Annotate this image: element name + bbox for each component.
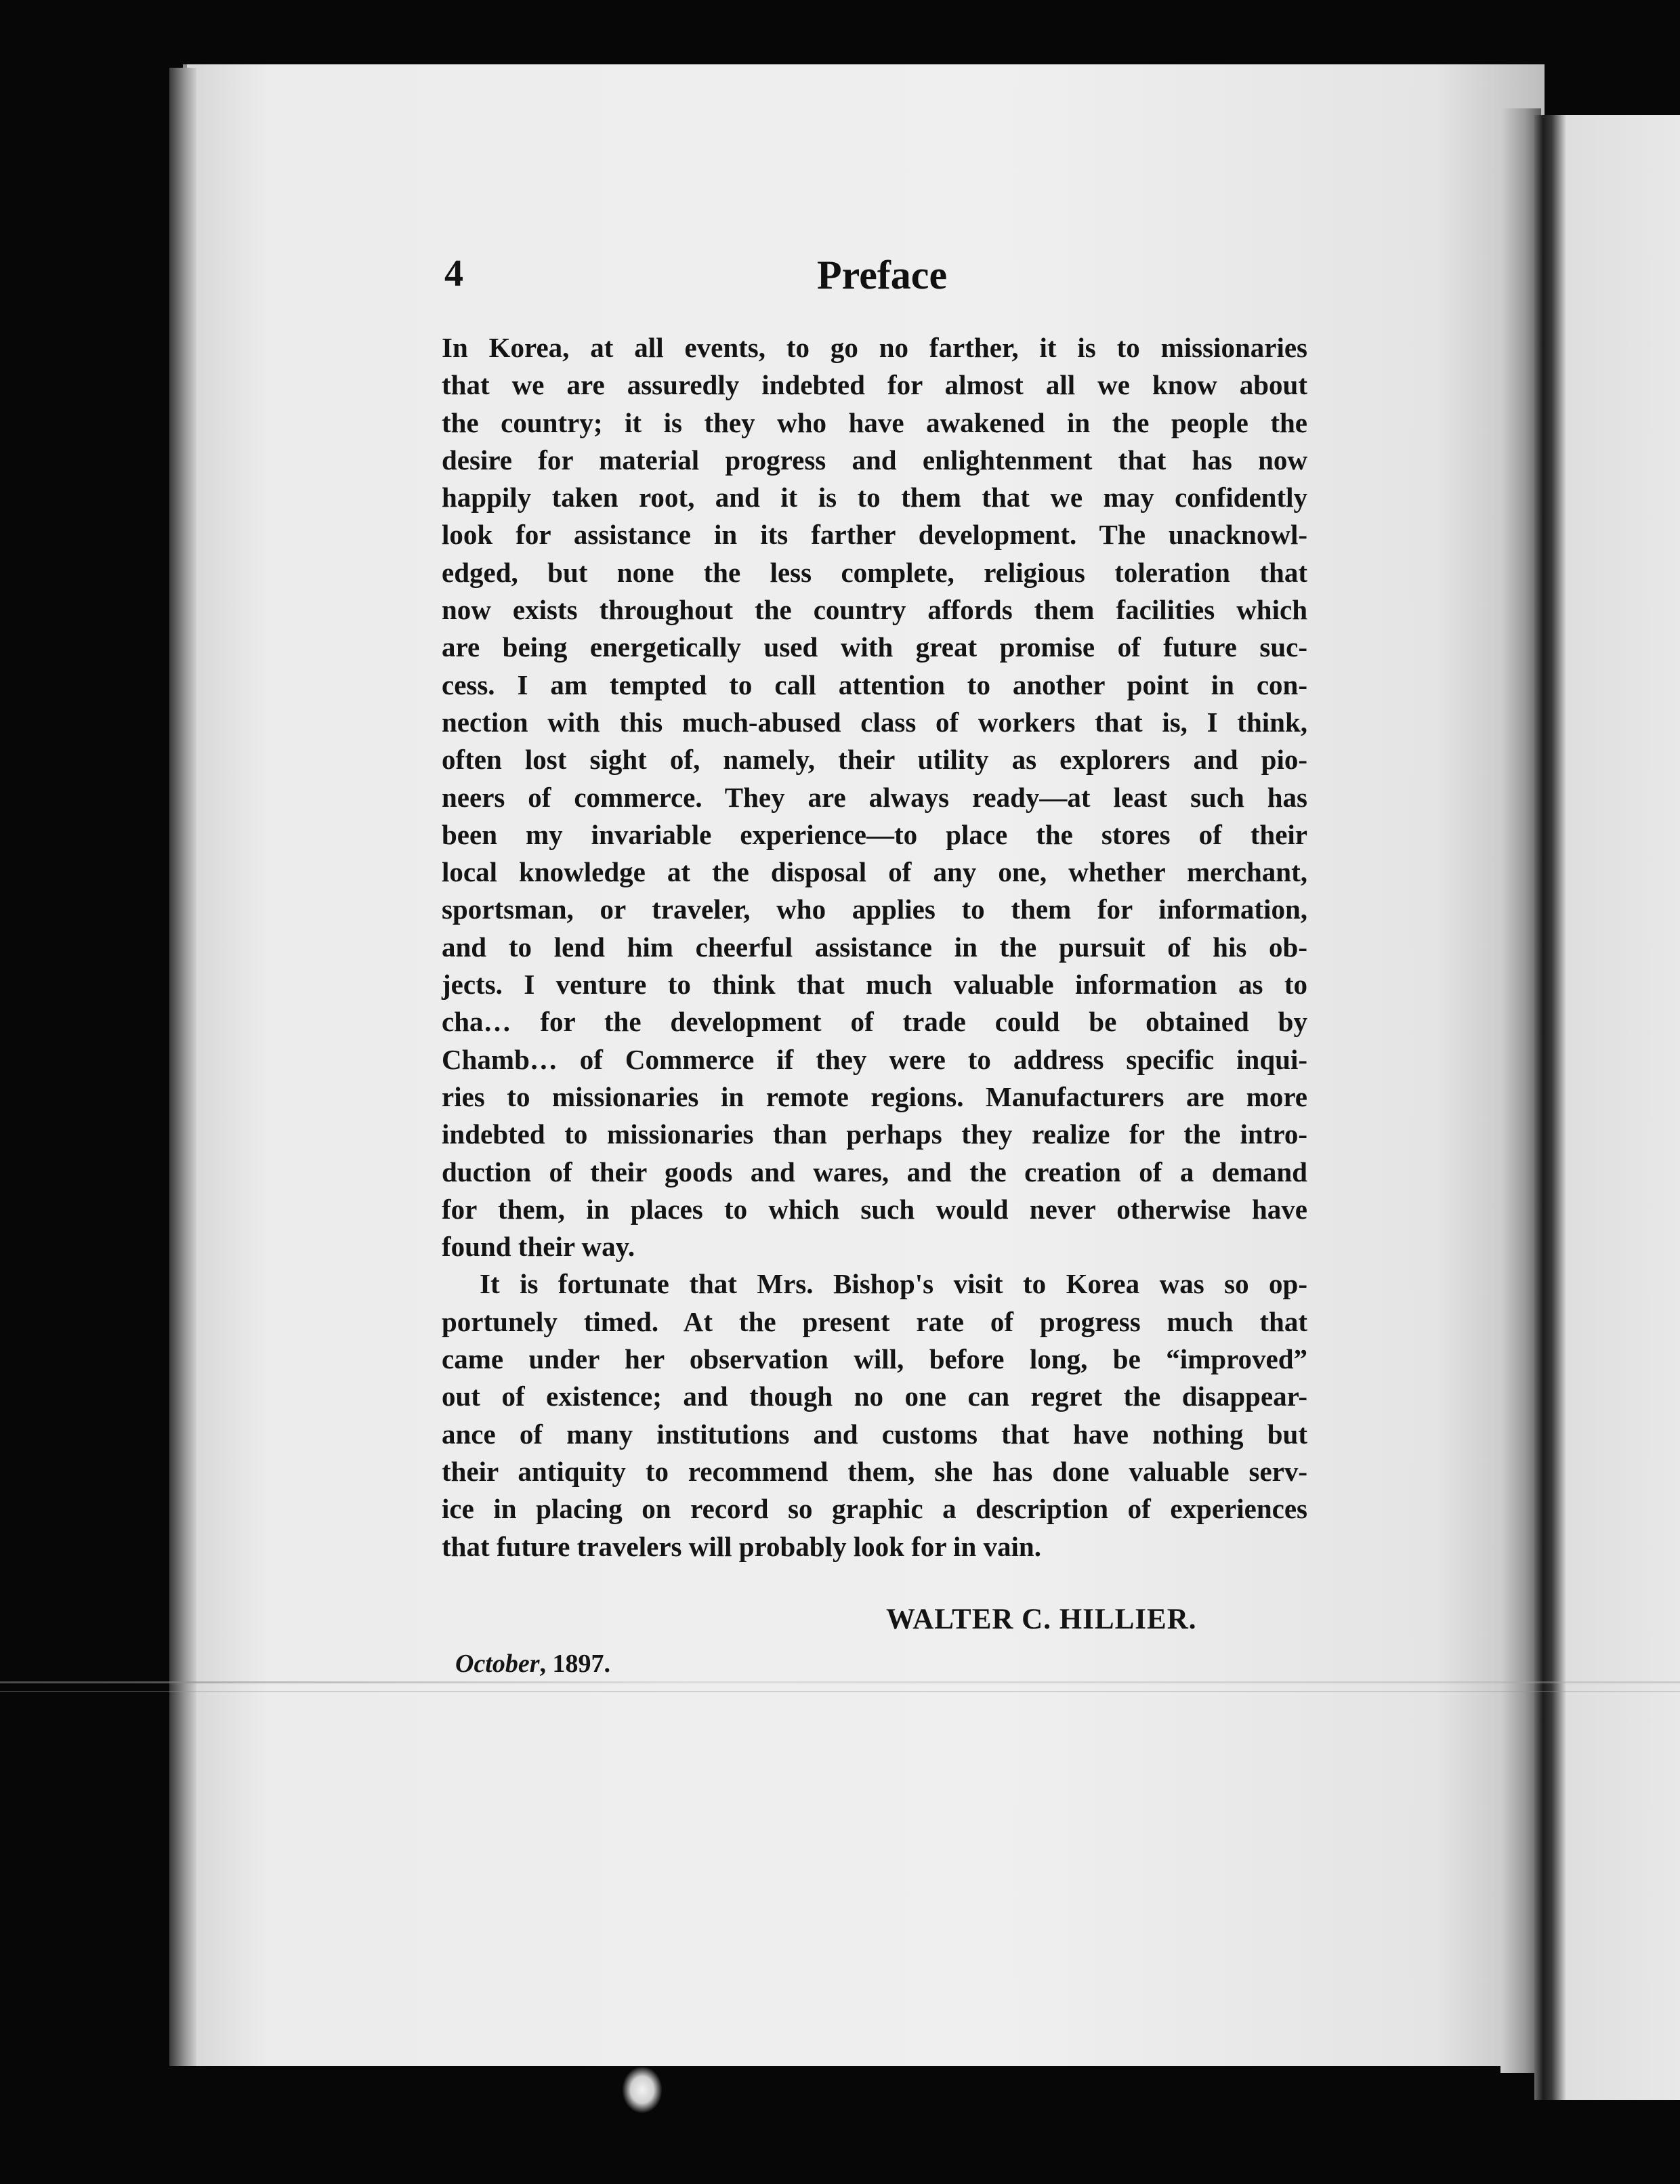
text-line: ries to missionaries in remote regions. Manufacturers are more: [442, 1080, 1307, 1112]
text-line: for them, in places to which such would never otherwise have: [442, 1193, 1307, 1225]
text-line: ance of many institutions and customs that have nothing but: [442, 1418, 1307, 1450]
text-line: happily taken root, and it is to them that we may confidently: [442, 482, 1307, 513]
text-line: desire for material progress and enlightenment that has now: [442, 444, 1307, 476]
scan-smudge: [622, 2066, 663, 2114]
author-signature: WALTER C. HILLIER.: [886, 1603, 1197, 1635]
paragraph-1: [442, 329, 1307, 1265]
scan-artifact-line: [0, 1681, 1680, 1683]
text-line: ice in placing on record so graphic a description of experiences: [442, 1493, 1307, 1525]
running-head: Preface: [817, 253, 948, 297]
text-line: Chamb… of Commerce if they were to address specific inqui-: [442, 1043, 1307, 1075]
text-line: their antiquity to recommend them, she has done valuable serv-: [442, 1455, 1307, 1487]
dateline: [455, 1649, 610, 1679]
text-line: duction of their goods and wares, and the creation of a demand: [442, 1156, 1307, 1188]
text-line: indebted to missionaries than perhaps they realize for the intro-: [442, 1118, 1307, 1150]
dateline-year: , 1897.: [539, 1650, 611, 1678]
body-text: [442, 329, 1307, 1566]
text-line: been my invariable experience—to place the stores of their: [442, 818, 1307, 850]
dateline-month: October: [455, 1650, 540, 1678]
text-line: now exists throughout the country affords them facilities which: [442, 594, 1307, 626]
text-line: came under her observation will, before long, be “improved”: [442, 1343, 1307, 1375]
text-line: and to lend him cheerful assistance in the pursuit of his ob-: [442, 931, 1307, 963]
text-line: cess. I am tempted to call attention to another point in con-: [442, 669, 1307, 700]
text-line: local knowledge at the disposal of any one, whether merchant,: [442, 856, 1307, 888]
text-line: neers of commerce. They are always ready—at least such has: [442, 781, 1307, 813]
text-line: sportsman, or traveler, who applies to them for information,: [442, 894, 1307, 925]
text-line: are being energetically used with great promise of future suc-: [442, 631, 1307, 663]
text-line: that future travelers will probably look for in vain.: [442, 1530, 1041, 1562]
text-line: the country; it is they who have awakened in the people the: [442, 406, 1307, 438]
text-line: portunely timed. At the present rate of progress much that: [442, 1305, 1307, 1337]
text-line: edged, but none the less complete, religious toleration that: [442, 556, 1307, 588]
page-header: [444, 252, 1291, 306]
text-line: It is fortunate that Mrs. Bishop's visit to Korea was so op-: [480, 1268, 1307, 1300]
text-line: often lost sight of, namely, their utility as explorers and pio-: [442, 744, 1307, 776]
text-line: found their way.: [442, 1231, 635, 1263]
text-line: jects. I venture to think that much valuable information as to: [442, 969, 1307, 1001]
text-line: look for assistance in its farther development. The unacknowl-: [442, 519, 1307, 551]
text-line: that we are assuredly indebted for almost all we know about: [442, 369, 1307, 401]
facing-page: [1534, 115, 1680, 2100]
scan-artifact-line: [0, 1691, 1680, 1692]
page-number: 4: [444, 253, 463, 295]
book-spine-shadow: [169, 68, 196, 2066]
text-line: nection with this much-abused class of workers that is, I think,: [442, 706, 1307, 738]
text-line: cha… for the development of trade could be obtained by: [442, 1006, 1307, 1038]
text-line: In Korea, at all events, to go no farther, it is to missionaries: [442, 332, 1307, 363]
text-line: out of existence; and though no one can regret the disappear-: [442, 1381, 1307, 1412]
paragraph-2: [442, 1265, 1307, 1565]
